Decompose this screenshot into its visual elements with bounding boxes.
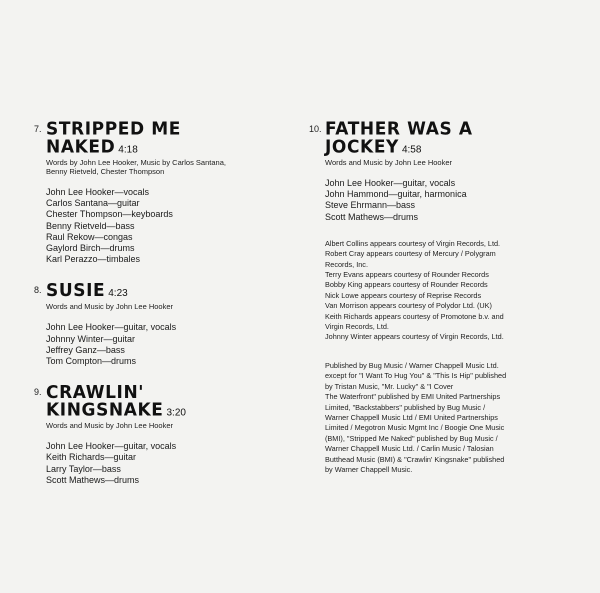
- personnel-item: John Lee Hooker—guitar, vocals: [325, 178, 456, 188]
- publishing-line: by Tristan Music, "Mr. Lucky" & "I Cover: [325, 381, 454, 391]
- courtesy-line: Virgin Records, Ltd.: [325, 322, 389, 332]
- credits-line: Words by John Lee Hooker, Music by Carlos Santana,: [46, 158, 226, 167]
- personnel-item: John Lee Hooker—guitar, vocals: [46, 322, 177, 333]
- credits-line: Benny Rietveld, Chester Thompson: [46, 167, 165, 176]
- courtesy-line: Van Morrison appears courtesy of Polydor Ltd. (UK): [325, 301, 492, 311]
- personnel-item: John Hammond—guitar, harmonica: [325, 189, 467, 200]
- publishing-line: The Waterfront" published by EMI United Partnerships: [325, 392, 501, 402]
- track-number: 10.: [309, 124, 322, 134]
- personnel-list: [46, 441, 291, 486]
- track-9: [34, 382, 291, 486]
- courtesy-line: Bobby King appears courtesy of Rounder Records: [325, 280, 488, 290]
- personnel-list: [46, 322, 291, 367]
- publishing-line: Limited, "Backstabbers" published by Bug Music /: [325, 402, 486, 412]
- personnel-item: Steve Ehrmann—bass: [325, 200, 416, 211]
- track-title: [325, 121, 580, 159]
- title-line-with-duration: [46, 280, 291, 303]
- personnel-item: Karl Perazzo—timbales: [46, 254, 141, 265]
- title-line: SUSIE: [46, 280, 106, 302]
- track-duration: 4:23: [108, 288, 128, 300]
- personnel-item: Larry Taylor—bass: [46, 463, 121, 474]
- personnel-item: Tom Compton—drums: [46, 356, 137, 367]
- personnel-item: Raul Rekow—congas: [46, 231, 133, 242]
- personnel-item: John Lee Hooker—vocals: [46, 187, 150, 197]
- publishing-line: Warner Chappell Music Ltd / EMI United Partnerships: [325, 412, 498, 422]
- track-number: 8.: [34, 285, 42, 296]
- personnel-item: Keith Richards—guitar: [46, 452, 137, 463]
- personnel-item: Jeffrey Ganz—bass: [46, 344, 125, 355]
- track-title: [46, 280, 291, 303]
- track-7: [34, 119, 291, 265]
- courtesy-line: Terry Evans appears courtesy of Rounder Records: [325, 270, 489, 280]
- track-duration: 3:20: [166, 407, 186, 419]
- personnel-item: Carlos Santana—guitar: [46, 198, 140, 209]
- publishing-notes: [325, 361, 580, 475]
- personnel-item: Scott Mathews—drums: [325, 211, 419, 222]
- personnel-item: John Lee Hooker—guitar, vocals: [46, 441, 177, 452]
- credits-line: Words and Music by John Lee Hooker: [46, 302, 174, 312]
- track-10: [309, 119, 580, 223]
- publishing-line: Butthead Music (BMI) & "Crawlin' Kingsnake" published: [325, 454, 505, 464]
- track-number: 9.: [34, 387, 42, 398]
- title-line: CRAWLIN': [46, 382, 145, 404]
- personnel-item: Gaylord Birch—drums: [46, 243, 135, 254]
- personnel-list: [325, 178, 580, 223]
- track-duration: 4:58: [401, 144, 422, 156]
- right-column: [309, 119, 580, 475]
- title-line: NAKED: [46, 136, 116, 158]
- courtesy-line: Johnny Winter appears courtesy of Virgin Records, Ltd.: [325, 332, 504, 342]
- courtesy-line: Albert Collins appears courtesy of Virgin Records, Ltd.: [325, 238, 501, 248]
- personnel-item: Chester Thompson—keyboards: [46, 209, 173, 220]
- left-column: [34, 119, 291, 486]
- title-line: KINGSNAKE: [46, 400, 164, 422]
- courtesy-line: Nick Lowe appears courtesy of Reprise Records: [325, 290, 482, 300]
- courtesy-notes: [325, 239, 580, 343]
- personnel-item: Benny Rietveld—bass: [46, 220, 135, 231]
- title-line: JOCKEY: [325, 136, 399, 158]
- courtesy-line: Records, Inc.: [325, 259, 368, 269]
- track-8: [34, 280, 291, 367]
- title-line: STRIPPED ME: [46, 119, 181, 140]
- publishing-line: Limited / Megotron Music Mgmt Inc / Boogie One Music: [325, 423, 505, 433]
- publishing-line: (BMI), "Stripped Me Naked" published by Bug Music /: [325, 433, 498, 443]
- publishing-line: by Warner Chappell Music.: [325, 464, 413, 474]
- courtesy-line: Keith Richards appears courtesy of Promotone b.v. and: [325, 311, 504, 321]
- publishing-line: except for "I Want To Hug You" & "This Is Hip" published: [325, 371, 507, 381]
- title-line-with-duration: [325, 136, 580, 159]
- track-title: [46, 384, 291, 422]
- title-line-with-duration: [46, 402, 291, 422]
- credits-line: Words and Music by John Lee Hooker: [325, 158, 453, 167]
- track-number: 7.: [34, 124, 42, 134]
- publishing-line: Published by Bug Music / Warner Chappell Music Ltd.: [325, 360, 499, 370]
- track-title: [46, 121, 291, 159]
- courtesy-line: Robert Cray appears courtesy of Mercury / Polygram: [325, 249, 496, 259]
- publishing-line: Warner Chappell Music Ltd. / Carlin Music / Talosian: [325, 444, 494, 454]
- track-duration: 4:18: [118, 144, 138, 156]
- title-line-with-duration: [46, 136, 291, 159]
- credits-line: Words and Music by John Lee Hooker: [46, 421, 174, 431]
- personnel-item: Johnny Winter—guitar: [46, 333, 136, 344]
- personnel-list: [46, 187, 291, 265]
- title-line: FATHER WAS A: [325, 119, 473, 140]
- personnel-item: Scott Mathews—drums: [46, 474, 140, 485]
